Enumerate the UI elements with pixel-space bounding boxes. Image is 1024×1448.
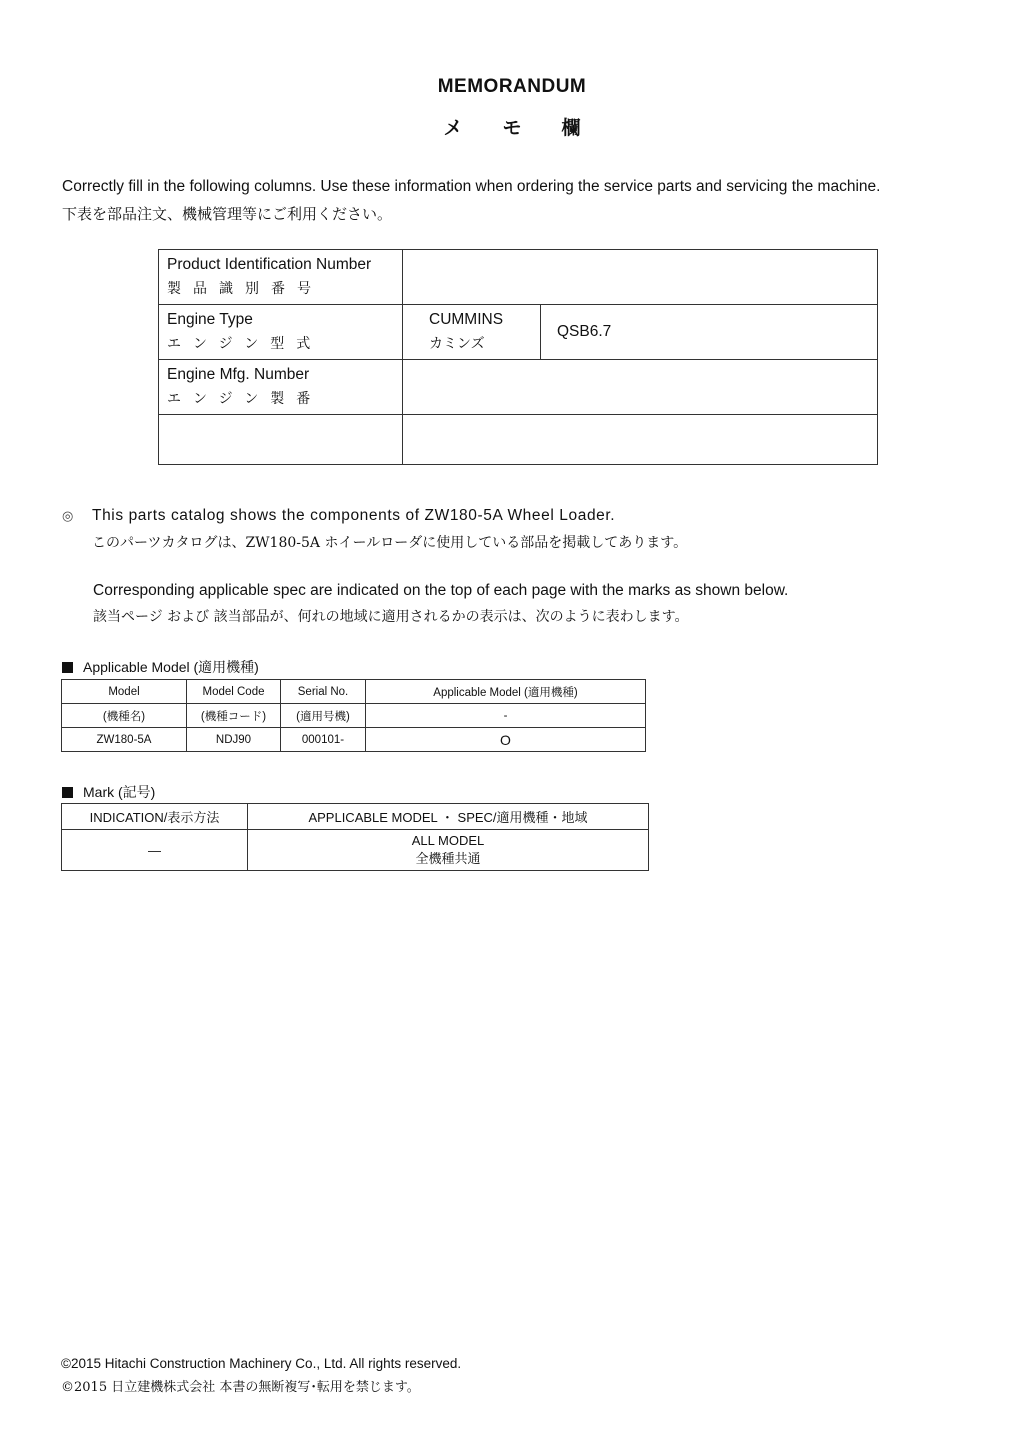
header-serial-japanese: (適用号機) [281, 704, 366, 728]
header-applicable-spec: APPLICABLE MODEL ・ SPEC/適用機種・地域 [248, 804, 649, 830]
engine-mfg-label: Engine Mfg. Number [167, 366, 310, 383]
header-applicable-model: Applicable Model (適用機種) [366, 680, 646, 704]
cell-serial: 000101- [281, 728, 366, 752]
model-subheader-row [62, 704, 646, 728]
applicable-model-heading-text: Applicable Model (適用機種) [83, 659, 259, 675]
pin-value-cell[interactable] [403, 250, 878, 305]
double-circle-icon: ◎ [62, 508, 74, 523]
engine-maker-cell [403, 305, 541, 360]
header-serial: Serial No. [281, 680, 366, 704]
memo-table [158, 249, 878, 465]
engine-mfg-label-cell [159, 360, 403, 415]
engine-type-label-cell [159, 305, 403, 360]
engine-maker-japanese: カミンズ [429, 336, 485, 352]
header-model: Model [62, 680, 187, 704]
header-model-code-japanese: (機種コード) [187, 704, 281, 728]
mark-heading-text: Mark (記号) [83, 784, 156, 800]
square-bullet-icon [62, 787, 73, 798]
square-bullet-icon [62, 662, 73, 673]
engine-type-label-japanese: エンジン型式 [167, 336, 323, 352]
header-model-code: Model Code [187, 680, 281, 704]
catalog-note [62, 507, 615, 525]
intro-text-japanese: 下表を部品注文、機械管理等にご利用ください。 [62, 205, 393, 223]
pin-label-japanese: 製品識別番号 [167, 281, 323, 297]
engine-mfg-label-japanese: エンジン製番 [167, 391, 323, 407]
intro-text: Correctly fill in the following columns. Use these information when ordering the service parts and servicing the machine. [62, 178, 881, 195]
spec-note-japanese: 該当ページ および 該当部品が、何れの地域に適用されるかの表示は、次のように表わします。 [93, 609, 689, 625]
pin-label: Product Identification Number [167, 256, 372, 273]
header-applicable-sub: - [366, 704, 646, 728]
header-indication: INDICATION/表示方法 [62, 804, 248, 830]
engine-mfg-value-cell[interactable] [403, 360, 878, 415]
catalog-note-japanese: このパーツカタログは、ZW180-5A ホイールローダに使用している部品を掲載してあります。 [92, 535, 688, 551]
copyright-japanese: ©2015 日立建機株式会社 本書の無断複写･転用を禁じます。 [61, 1380, 420, 1395]
memo-row-engine-mfg [159, 360, 878, 415]
model-header-row [62, 680, 646, 704]
copyright: ©2015 Hitachi Construction Machinery Co., Ltd. All rights reserved. [61, 1356, 462, 1371]
mark-header-row [62, 804, 649, 830]
engine-type-label: Engine Type [167, 311, 253, 328]
applicable-model-table [61, 679, 646, 752]
applicable-model-heading [62, 657, 259, 677]
table-row [62, 728, 646, 752]
memo-row-blank [159, 415, 878, 465]
page-title: MEMORANDUM [437, 76, 587, 97]
blank-value-cell[interactable] [403, 415, 878, 465]
catalog-note-text: This parts catalog shows the components of ZW180-5A Wheel Loader. [92, 507, 616, 524]
cell-model: ZW180-5A [62, 728, 187, 752]
page-title-japanese: メモ欄 [443, 118, 621, 139]
engine-maker: CUMMINS [429, 311, 504, 328]
memo-row-engine-type [159, 305, 878, 360]
all-model-text-japanese: 全機種共通 [415, 852, 481, 867]
cell-applicable-mark: O [366, 728, 646, 752]
memo-row-pin [159, 250, 878, 305]
header-model-japanese: (機種名) [62, 704, 187, 728]
cell-all-model [248, 830, 649, 871]
spec-note: Corresponding applicable spec are indicated on the top of each page with the marks as shown below. [93, 582, 789, 599]
mark-heading [62, 782, 155, 802]
cell-indication-mark: — [62, 830, 248, 871]
blank-label-cell[interactable] [159, 415, 403, 465]
cell-model-code: NDJ90 [187, 728, 281, 752]
pin-label-cell [159, 250, 403, 305]
engine-model: QSB6.7 [557, 323, 612, 340]
mark-table [61, 803, 649, 871]
all-model-text: ALL MODEL [411, 833, 485, 848]
engine-model-cell [541, 305, 878, 360]
table-row [62, 830, 649, 871]
